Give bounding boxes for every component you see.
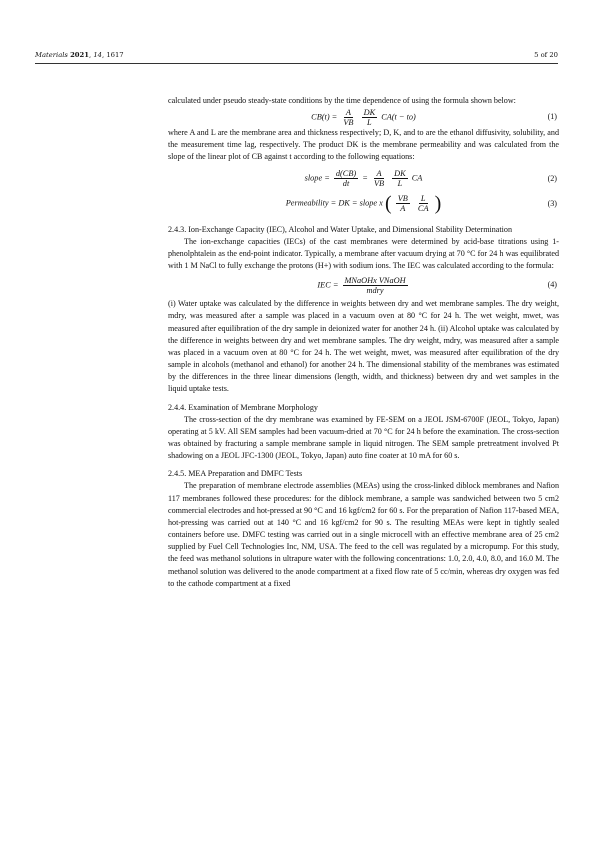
equation-1: CB(t) = $\frac{A}{VB}$ $\frac{DK}{L}$ CA(t − to) (1) xyxy=(311,107,557,127)
journal-citation: Materials 2021, 14, 1617 xyxy=(35,51,124,59)
paragraph-6: The preparation of membrane electrode assemblies (MEAs) using the cross-linked diblock membranes and Nafion 117 membranes followed these procedures: for the diblock membrane, a sample was sandwiched between two 5 cm2 commercial electrodes and hot-pressed at 90 °C and 16 kgf/cm2 for 60 s. For the preparation of Nafion 117-based MEA, hot-pressing was carried out at 140 °C and 16 kgf/cm2 for 90 s. The resulting MEAs were kept in tightly sealed containers before use. DMFC testing was carried out in a single microcell with an effective membrane area of 25 cm2 supplied by Fuel Cell Technologies Inc, NM, USA. The feed to the cell was regulated by a micropump. For this study, the feed was methanol solutions in ultrapure water with the following concentrations: 1.0, 2.0, 4.0, 8.0, and 16.0 M. The methanol solution was delivered to the anode compartment at a fixed flow rate of 5 cc/min, whereas dry oxygen was fed to the cathode compartment at a fixed xyxy=(168,481,559,588)
equation-2: slope = $\frac{d(CB)}{dt}$ = $\frac{A}{VB}$ $\frac{DK}{L}$ CA (2) xyxy=(304,169,557,189)
section-2-4-3-title: 2.4.3. Ion-Exchange Capacity (IEC), Alcohol and Water Uptake, and Dimensional Stability Determination xyxy=(168,224,512,234)
header-rule xyxy=(35,63,558,64)
main-text xyxy=(168,95,559,590)
section-2-4-4-title: 2.4.4. Examination of Membrane Morphology xyxy=(168,402,318,412)
paragraph-2: where A and L are the membrane area and thickness respectively; D, K, and to are the ethanol diffusivity, solubility, and the measurement time lag, respectively. The product DK is the membrane permeability and was calculated from the slope of the linear plot of CB against t according to the following equations: xyxy=(168,128,559,162)
paragraph-4: (i) Water uptake was calculated by the difference in weights between dry and wet membrane samples. The dry weight, mdry, was measured after a sample was placed in a vacuum oven at 80 °C for 24 h. The wet weight, mwet, was measured after equilibration of the dry sample in deionized water for another 24 h. (ii) Alcohol uptake was calculated by the difference in weights between dry and wet membrane samples. The dry weight, mdry, was measured after a sample was placed in a vacuum oven at 80 °C for 24 h. The wet weight, mwet, was measured after equilibration of the dry sample in alcohols (methanol and ethanol) for another 24 h. The dimensional stability of the membranes was estimated by the differences in the three linear dimensions (length, width, and thickness) between dry and wet samples in the liquid uptake tests. xyxy=(168,299,559,394)
page-number: 5 of 20 xyxy=(534,51,558,59)
equation-4: IEC = $\frac{\text{MNaOHx VNaOH}}{\text{mdry}}$ (4) xyxy=(317,275,557,295)
paragraph-1: calculated under pseudo steady-state conditions by the time dependence of using the formula shown below: xyxy=(168,96,516,105)
running-header xyxy=(35,51,558,61)
equation-3: Permeability = DK = slope x ( $\frac{VB}{A}$ $\frac{L}{CA}$ ) (3) xyxy=(285,192,557,215)
paragraph-3: The ion-exchange capacities (IECs) of the cast membranes were determined by acid-base titrations using 1-phenolphtalein as the end-point indicator. Typically, a membrane after vacuum drying at 70 °C for 24 h was equilibrated with 1 M NaCl to fully exchange the protons (H+) with sodium ions. The IEC was calculated according to the formula: xyxy=(168,236,559,271)
section-2-4-5-title: 2.4.5. MEA Preparation and DMFC Tests xyxy=(168,469,303,479)
paragraph-5: The cross-section of the dry membrane was examined by FE-SEM on a JEOL JSM-6700F (JEOL, Tokyo, Japan) operating at 5 kV. All SEM samples had been vacuum-dried at 70 °C for 24 h before the examination. The cross-section was obtained by fracturing a sample membrane sample in liquid nitrogen. The SEM sample pretreatment involved Pt shadowing on a JEOL JFC-1300 (JEOL, Tokyo, Japan) auto fine coater at 10 mA for 60 s. xyxy=(168,414,559,461)
